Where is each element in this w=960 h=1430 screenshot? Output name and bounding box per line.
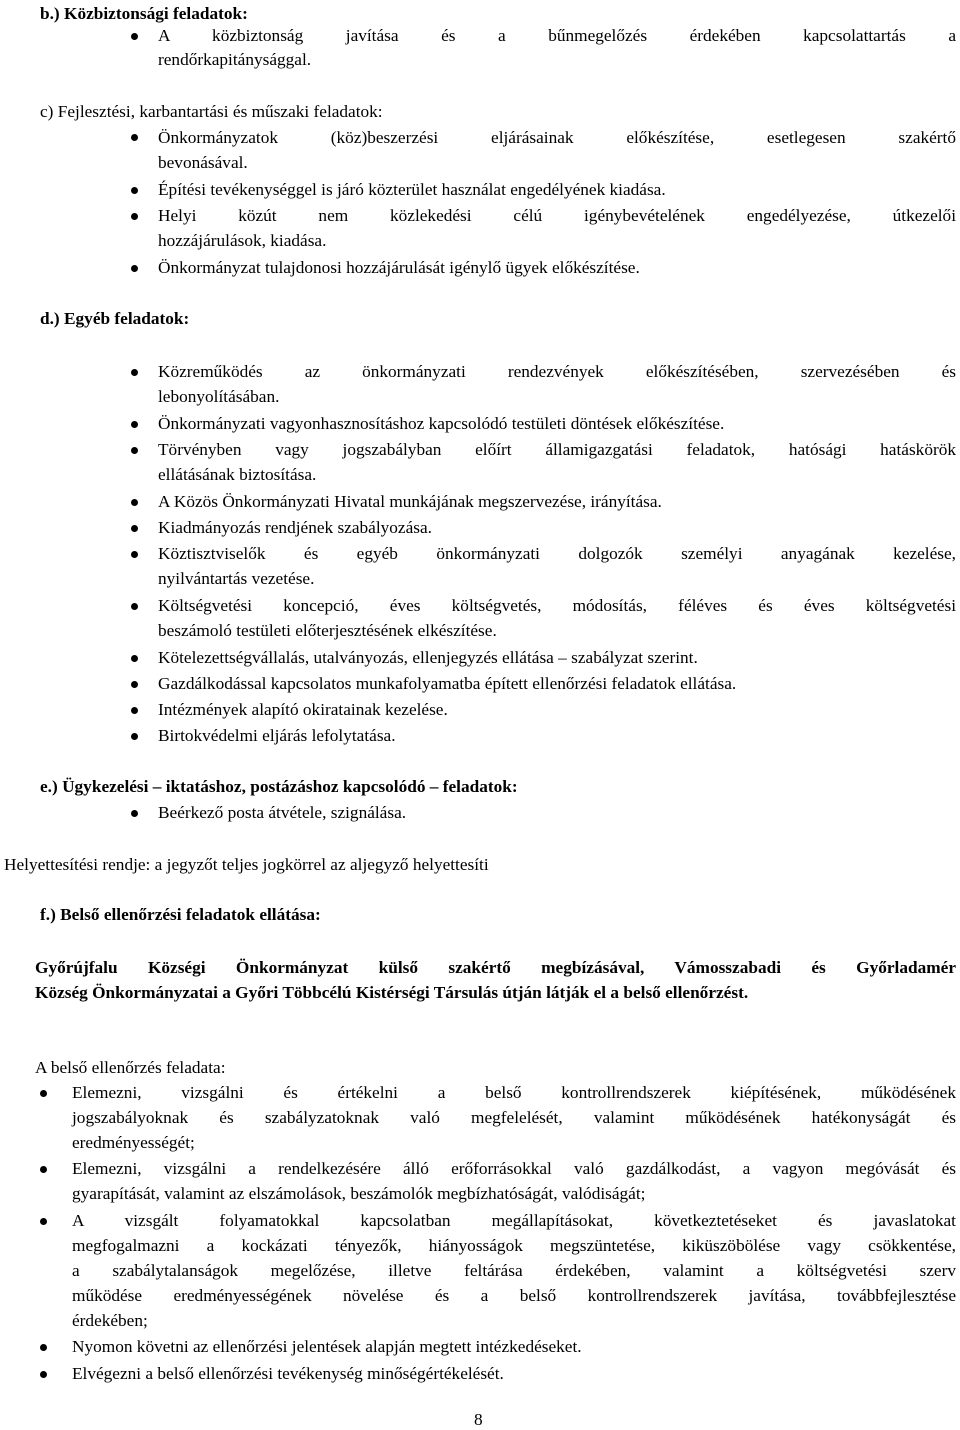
bullet (131, 551, 138, 558)
page-number: 8 (474, 1410, 483, 1429)
list-item: Önkormányzat tulajdonosi hozzájárulását igénylő ügyek előkészítése. (158, 258, 640, 277)
bullet (131, 655, 138, 662)
list-item: Gazdálkodással kapcsolatos munkafolyamatba épített ellenőrzési feladatok ellátása. (158, 674, 737, 693)
audit-item-continuation: a szabálytalanságok megelőzése, illetve feltárása érdekében, valamint a költségvetési szerv (72, 1261, 956, 1280)
list-item: Intézmények alapító okiratainak kezelése. (158, 700, 448, 719)
substitution-note: Helyettesítési rendje: a jegyzőt teljes jogkörrel az aljegyző helyettesíti (4, 855, 489, 874)
audit-item: Elvégezni a belső ellenőrzési tevékenység minőségértékelését. (72, 1364, 504, 1383)
audit-item-continuation: eredményességét; (72, 1133, 195, 1152)
bullet (40, 1218, 47, 1225)
bullet (131, 265, 138, 272)
bullet (131, 447, 138, 454)
list-item: Törvényben vagy jogszabályban előírt államigazgatási feladatok, hatósági hatáskörök (158, 440, 956, 459)
section-c-heading: c) Fejlesztési, karbantartási és műszaki feladatok: (40, 102, 383, 121)
section-f-paragraph-line: Győrújfalu Községi Önkormányzat külső szakértő megbízásával, Vámosszabadi és Győrladamér (35, 958, 956, 977)
bullet (40, 1344, 47, 1351)
audit-item-continuation: működése eredményességének növelése és a belső kontrollrendszerek javítása, továbbfejlesztése (72, 1286, 956, 1305)
audit-item: A vizsgált folyamatokkal kapcsolatban megállapításokat, következtetéseket és javaslatokat (72, 1211, 956, 1230)
list-item: Költségvetési koncepció, éves költségvetés, módosítás, féléves és éves költségvetési (158, 596, 956, 615)
bullet (131, 187, 138, 194)
list-item-continuation: nyilvántartás vezetése. (158, 569, 315, 588)
bullet (40, 1166, 47, 1173)
list-item: Birtokvédelmi eljárás lefolytatása. (158, 726, 396, 745)
list-item: Beérkező posta átvétele, szignálása. (158, 803, 407, 822)
bullet (131, 525, 138, 532)
list-item-continuation: rendőrkapitánysággal. (158, 50, 312, 69)
list-item: Helyi közút nem közlekedési célú igénybevételének engedélyezése, útkezelői (158, 206, 956, 225)
section-f-heading: f.) Belső ellenőrzési feladatok ellátása: (40, 905, 321, 924)
audit-item: Elemezni, vizsgálni és értékelni a belső kontrollrendszerek kiépítésének, működésének (72, 1083, 956, 1102)
bullet (131, 733, 138, 740)
list-item: Önkormányzati vagyonhasznosításhoz kapcsolódó testületi döntések előkészítése. (158, 414, 725, 433)
bullet (131, 707, 138, 714)
list-item: Köztisztviselők és egyéb önkormányzati dolgozók személyi anyagának kezelése, (158, 544, 956, 563)
bullet (131, 33, 138, 40)
list-item-continuation: bevonásával. (158, 153, 248, 172)
list-item: Kiadmányozás rendjének szabályozása. (158, 518, 432, 537)
audit-item-continuation: megfogalmazni a kockázati tényezők, hiányosságok megszüntetése, kiküszöbölése vagy csökkentése, (72, 1236, 956, 1255)
bullet (131, 603, 138, 610)
list-item-continuation: beszámoló testületi előterjesztésének elkészítése. (158, 621, 497, 640)
bullet (131, 681, 138, 688)
audit-item: Nyomon követni az ellenőrzési jelentések alapján megtett intézkedéseket. (72, 1337, 582, 1356)
list-item-continuation: lebonyolításában. (158, 387, 280, 406)
list-item: Önkormányzatok (köz)beszerzési eljárásainak előkészítése, esetlegesen szakértő (158, 128, 956, 147)
list-item: Kötelezettségvállalás, utalványozás, ellenjegyzés ellátása – szabályzat szerint. (158, 648, 698, 667)
bullet (131, 213, 138, 220)
list-item: Közreműködés az önkormányzati rendezvények előkészítésében, szervezésében és (158, 362, 956, 381)
audit-item: Elemezni, vizsgálni a rendelkezésére álló erőforrásokkal való gazdálkodást, a vagyon megóvását és (72, 1159, 956, 1178)
section-f-paragraph-line: Község Önkormányzatai a Győri Többcélú Kistérségi Társulás útján látják el a belső ellenőrzést. (35, 983, 749, 1002)
list-item-continuation: ellátásának biztosítása. (158, 465, 317, 484)
section-b-heading: b.) Közbiztonsági feladatok: (40, 4, 248, 23)
list-item: Építési tevékenységgel is járó közterület használat engedélyének kiadása. (158, 180, 666, 199)
list-item-continuation: hozzájárulások, kiadása. (158, 231, 327, 250)
bullet (131, 810, 138, 817)
bullet (40, 1090, 47, 1097)
audit-item-continuation: jogszabályoknak és szabályzatoknak való megfelelését, valamint működésének hatékonyságát és (72, 1108, 956, 1127)
audit-item-continuation: gyarapítását, valamint az elszámolások, beszámolók megbízhatóságát, valódiságát; (72, 1184, 646, 1203)
audit-item-continuation: érdekében; (72, 1311, 148, 1330)
bullet (131, 369, 138, 376)
section-e-heading: e.) Ügykezelési – iktatáshoz, postázáshoz kapcsolódó – feladatok: (40, 777, 518, 796)
bullet (131, 499, 138, 506)
bullet (131, 421, 138, 428)
section-d-heading: d.) Egyéb feladatok: (40, 309, 190, 328)
bullet (40, 1371, 47, 1378)
internal-audit-heading: A belső ellenőrzés feladata: (35, 1058, 226, 1077)
list-item: A Közös Önkormányzati Hivatal munkájának megszervezése, irányítása. (158, 492, 662, 511)
list-item: A közbiztonság javítása és a bűnmegelőzés érdekében kapcsolattartás a (158, 26, 956, 45)
bullet (131, 134, 138, 141)
